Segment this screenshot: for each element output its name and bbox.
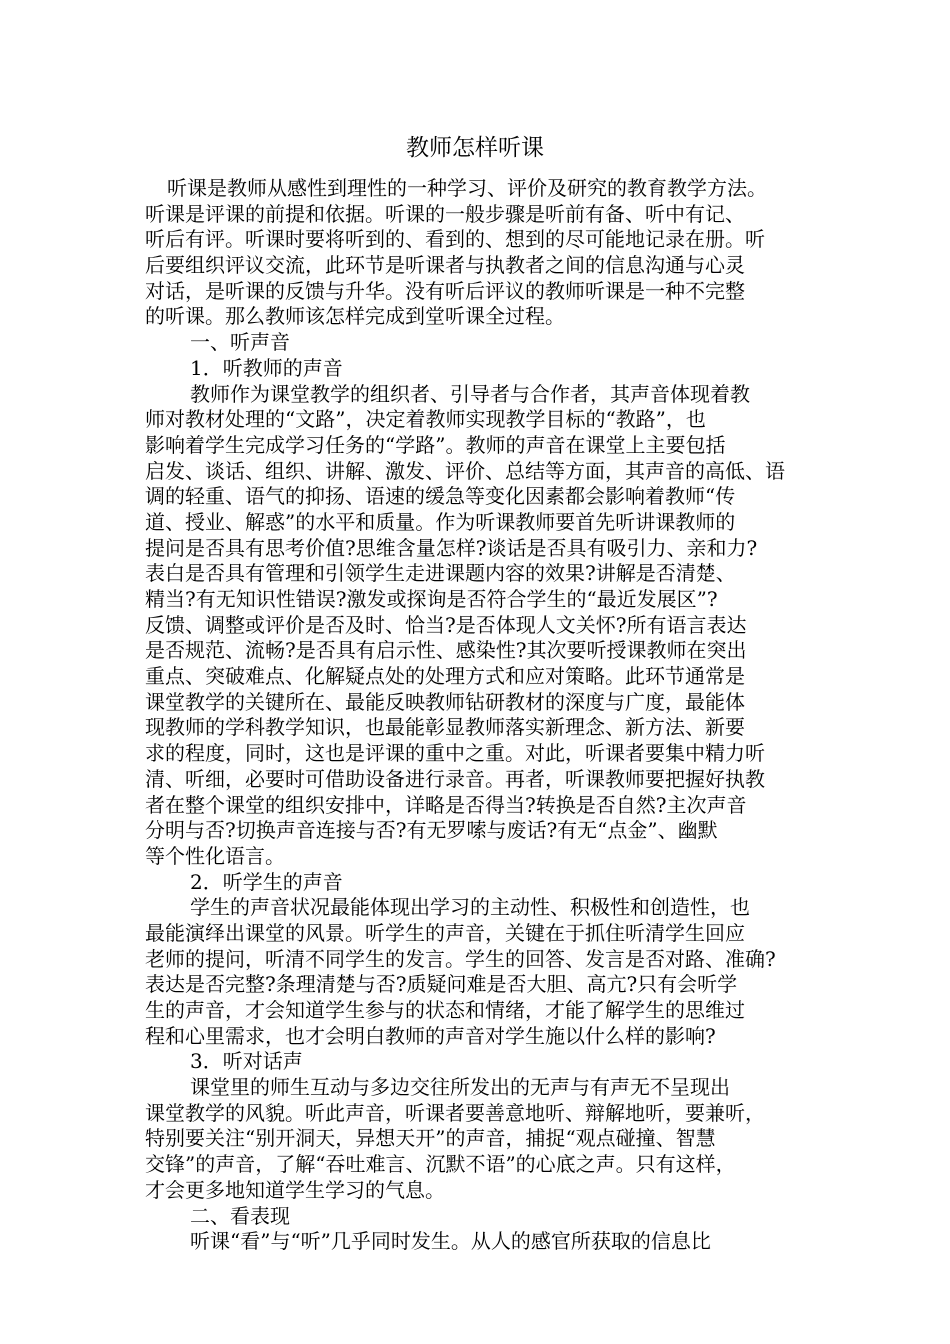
text-line: 程和心里需求，也才会明白教师的声音对学生施以什么样的影响? — [145, 1023, 716, 1048]
document-title: 教师怎样听课 — [406, 135, 544, 161]
text-line: 表白是否具有管理和引领学生走进课题内容的效果?讲解是否清楚、 — [145, 561, 736, 586]
text-line: 反馈、调整或评价是否及时、恰当?是否体现人文关怀?所有语言表达 — [145, 612, 747, 637]
text-line: 一、听声音 — [190, 330, 290, 355]
text-line: 学生的声音状况最能体现出学习的主动性、积极性和创造性，也 — [190, 895, 750, 920]
text-line: 清、听细，必要时可借助设备进行录音。再者，听课教师要把握好执教 — [145, 766, 765, 791]
text-line: 二、看表现 — [190, 1203, 290, 1228]
text-line: 1．听教师的声音 — [190, 355, 343, 380]
text-line: 特别要关注“别开洞天，异想天开”的声音，捕捉“观点碰撞、智慧 — [145, 1126, 716, 1151]
document-body — [145, 176, 815, 1255]
text-line: 分明与否?切换声音连接与否?有无罗嗦与废话?有无“点金”、幽默 — [145, 818, 718, 843]
text-line: 是否规范、流畅?是否具有启示性、感染性?其次要听授课教师在突出 — [145, 638, 747, 663]
text-line: 对话，是听课的反馈与升华。没有听后评议的教师听课是一种不完整 — [145, 278, 745, 303]
text-line: 精当?有无知识性错误?激发或探询是否符合学生的“最近发展区”? — [145, 587, 718, 611]
text-line: 课堂里的师生互动与多边交往所发出的无声与有声无不呈现出 — [190, 1075, 730, 1100]
text-line: 3．听对话声 — [190, 1049, 303, 1074]
text-line: 老师的提问，听清不同学生的发言。学生的回答、发言是否对路、准确? — [145, 946, 776, 971]
text-line: 听课是评课的前提和依据。听课的一般步骤是听前有备、听中有记、 — [145, 201, 745, 226]
text-line: 者在整个课堂的组织安排中，详略是否得当?转换是否自然?主次声音 — [145, 792, 747, 817]
text-line: 调的轻重、语气的抑扬、语速的缓急等变化因素都会影响着教师“传 — [145, 484, 736, 509]
text-line: 现教师的学科教学知识，也最能彰显教师落实新理念、新方法、新要 — [145, 715, 745, 740]
text-line: 道、授业、解惑”的水平和质量。作为听课教师要首先听讲课教师的 — [145, 509, 736, 534]
text-line: 听课“看”与“听”几乎同时发生。从人的感官所获取的信息比 — [190, 1229, 711, 1254]
text-line: 影响着学生完成学习任务的“学路”。教师的声音在课堂上主要包括 — [145, 432, 726, 457]
text-line: 提问是否具有思考价值?思维含量怎样?谈话是否具有吸引力、亲和力? — [145, 535, 758, 560]
text-line: 求的程度，同时，这也是评课的重中之重。对此，听课者要集中精力听 — [145, 741, 765, 766]
text-line: 表达是否完整?条理清楚与否?质疑问难是否大胆、高亢?只有会听学 — [145, 972, 738, 997]
text-line: 师对教材处理的“文路”，决定着教师实现教学目标的“教路”，也 — [145, 407, 706, 432]
text-line: 听后有评。听课时要将听到的、看到的、想到的尽可能地记录在册。听 — [145, 227, 765, 252]
text-line: 重点、突破难点、化解疑点处的处理方式和应对策略。此环节通常是 — [145, 664, 745, 689]
text-line: 后要组织评议交流，此环节是听课者与执教者之间的信息沟通与心灵 — [145, 253, 745, 278]
text-line: 课堂教学的风貌。听此声音，听课者要善意地听、辩解地听，要兼听， — [145, 1100, 765, 1125]
text-line: 最能演绎出课堂的风景。听学生的声音，关键在于抓住听清学生回应 — [145, 920, 745, 945]
text-line: 生的声音，才会知道学生参与的状态和情绪，才能了解学生的思维过 — [145, 998, 745, 1022]
text-line: 的听课。那么教师该怎样完成到堂听课全过程。 — [145, 304, 565, 329]
text-line: 2．听学生的声音 — [190, 869, 343, 894]
text-line: 课堂教学的关键所在、最能反映教师钻研教材的深度与广度，最能体 — [145, 689, 745, 714]
text-line: 听课是教师从感性到理性的一种学习、评价及研究的教育教学方法。 — [167, 176, 767, 200]
text-line: 交锋”的声音，了解“吞吐难言、沉默不语”的心底之声。只有这样， — [145, 1152, 736, 1177]
text-line: 教师作为课堂教学的组织者、引导者与合作者，其声音体现着教 — [190, 381, 750, 406]
text-line: 启发、谈话、组织、讲解、激发、评价、总结等方面，其声音的高低、语 — [145, 458, 785, 483]
text-line: 等个性化语言。 — [145, 843, 285, 868]
text-line: 才会更多地知道学生学习的气息。 — [145, 1177, 445, 1202]
